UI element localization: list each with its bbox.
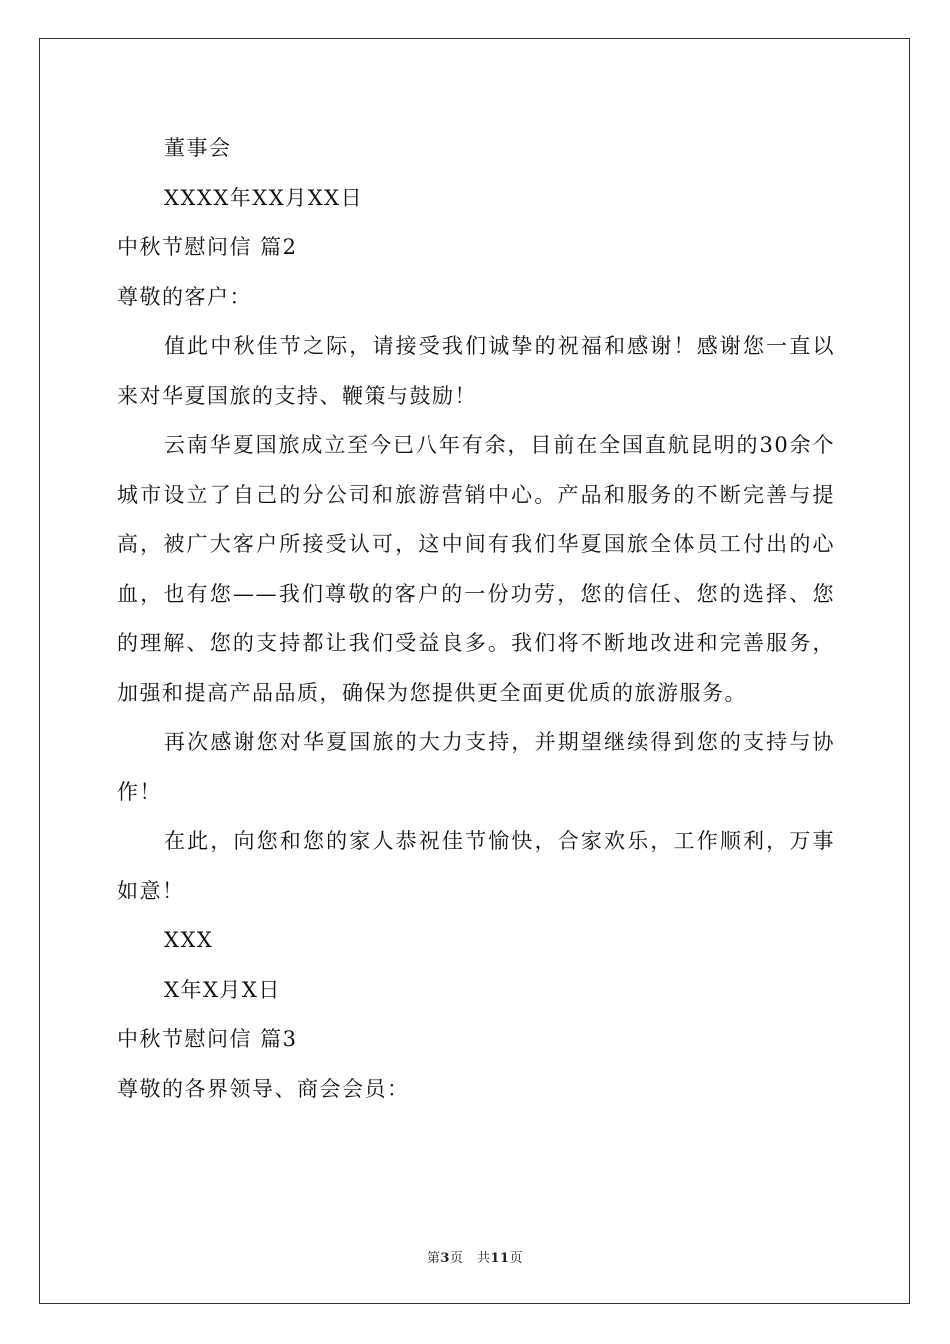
- page-current: 3: [440, 1251, 450, 1266]
- page-prefix: 第: [426, 1251, 441, 1266]
- paragraph: 值此中秋佳节之际，请接受我们诚挚的祝福和感谢！感谢您一直以来对华夏国旅的支持、鞭策与鼓励！: [117, 334, 835, 408]
- salutation: 尊敬的各界领导、商会会员：: [117, 1076, 410, 1101]
- salutation: 尊敬的客户：: [117, 284, 252, 309]
- signature-board: 董事会: [164, 136, 232, 160]
- date-line: XXXX年XX月XX日: [164, 185, 364, 210]
- paragraph: 在此，向您和您的家人恭祝佳节愉快，合家欢乐，工作顺利，万事如意！: [117, 829, 835, 903]
- date-line: X年X月X日: [164, 977, 281, 1002]
- page-total: 11: [490, 1251, 510, 1266]
- page-suffix: 页: [509, 1251, 524, 1266]
- paragraph: 再次感谢您对华夏国旅的大力支持，并期望继续得到您的支持与协作！: [117, 730, 835, 804]
- page-mid: 页 共: [449, 1251, 491, 1266]
- section-title: 中秋节慰问信 篇3: [117, 1027, 298, 1051]
- signature: XXX: [164, 928, 214, 952]
- page-footer: [0, 1247, 950, 1266]
- paragraph: 云南华夏国旅成立至今已八年有余，目前在全国直航昆明的30余个城市设立了自己的分公司和旅游营销中心。产品和服务的不断完善与提高，被广大客户所接受认可，这中间有我们华夏国旅全体员工付出的心血，也有您——我们尊敬的客户的一份功劳，您的信任、您的选择、您的理解、您的支持都让我们受益良多。我们将不断地改进和完善服务，加强和提高产品品质，确保为您提供更全面更优质的旅游服务。: [117, 433, 835, 705]
- section-title: 中秋节慰问信 篇2: [117, 235, 298, 259]
- document-body: [117, 124, 835, 1114]
